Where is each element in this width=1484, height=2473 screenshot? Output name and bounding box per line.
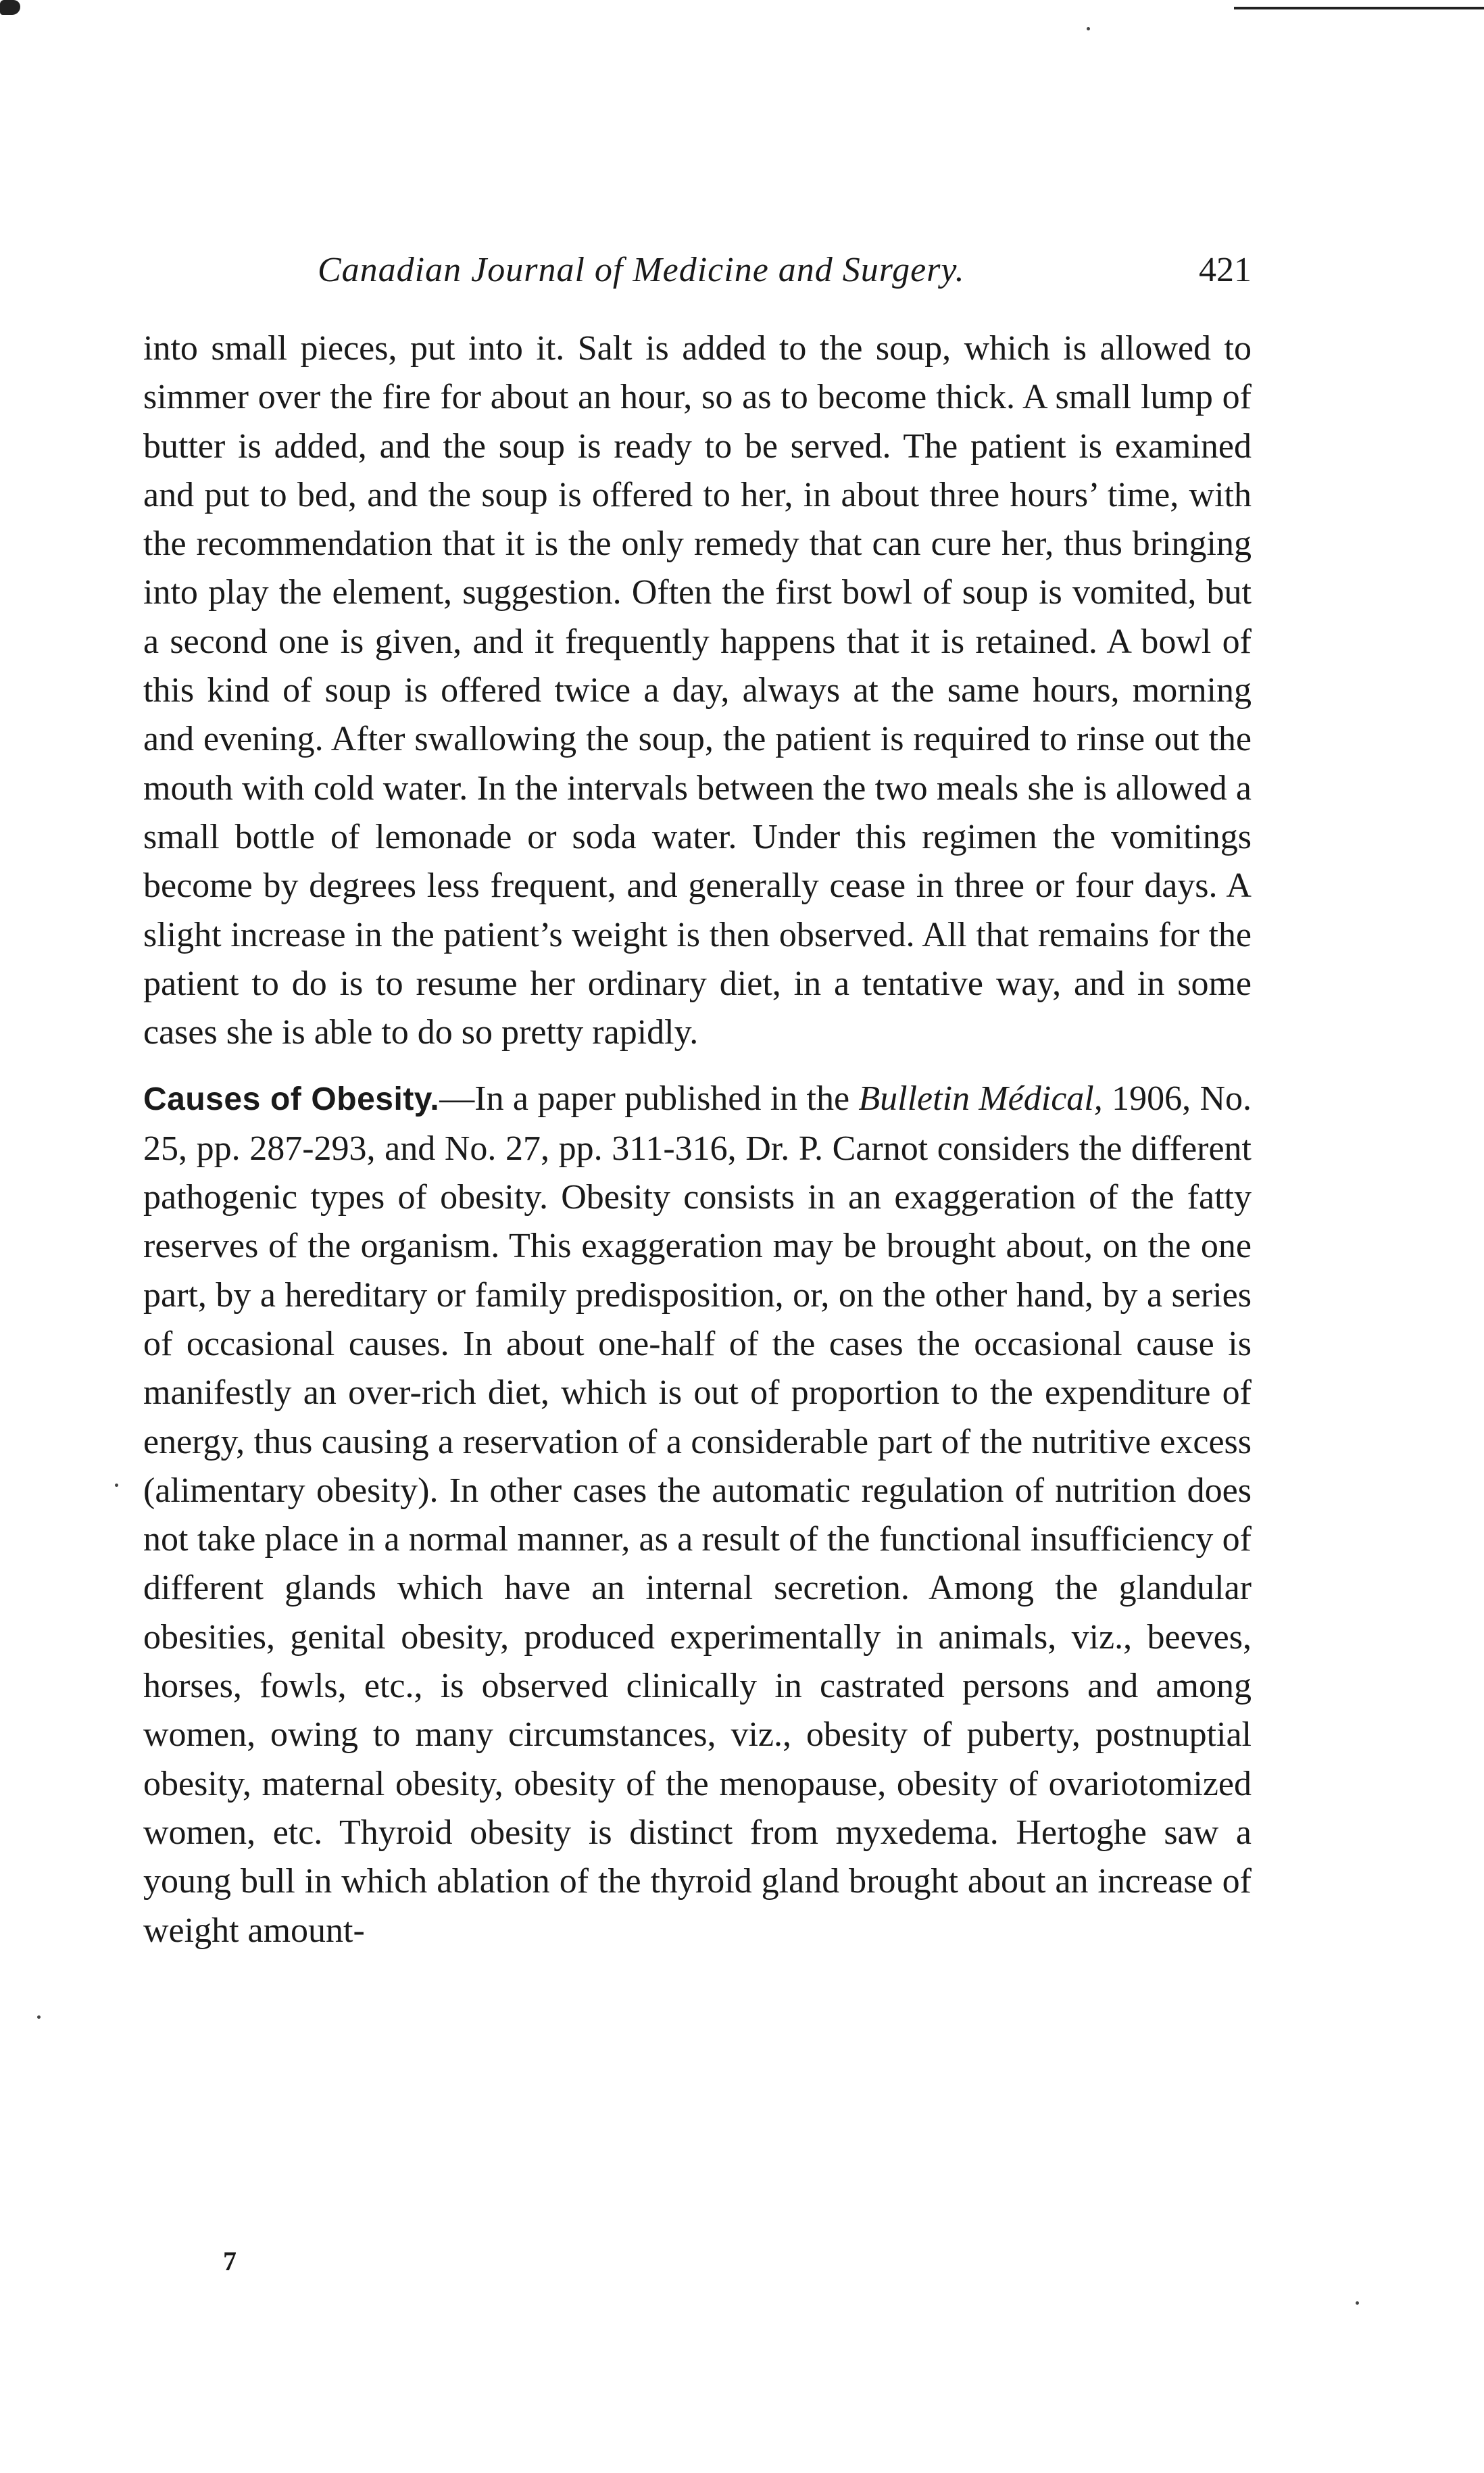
paragraph-body: 1906, No. 25, pp. 287-293, and No. 27, pp. 311-316, Dr. P. Carnot considers the different pathogenic types of obesity. Obesity consists in an exaggeration of the fatty reserves of the organism. This exaggeration may be brought about, on the one part, by a hereditary or family predisposition, or, on the other hand, by a series of occasional causes. In about one-half of the cases the occasional cause is manifestly an over-rich diet, which is out of proportion to the expenditure of energy, thus causing a reservation of a considerable part of the nutritive excess (alimentary obesity). In other cases the automatic regulation of nutrition does not take place in a normal manner, as a result of the functional insufficiency of different glands which have an internal secretion. Among the glandular obesities, genital obesity, produced experimentally in animals, viz., beeves, horses, fowls, etc., is observed clinically in castrated persons and among women, owing to many circumstances, viz., obesity of puberty, postnuptial obesity, maternal obesity, obesity of the menopause, obesity of ovariotomized women, etc. Thyroid obesity is distinct from myxedema. Hertoghe saw a young bull in which ablation of the thyroid gland brought about an increase of weight amount- (143, 1079, 1252, 1950)
paragraph-causes-of-obesity (143, 1075, 1252, 1955)
scan-speck (1087, 27, 1090, 30)
scan-speck (37, 2015, 41, 2019)
running-head (143, 250, 1252, 297)
paragraph-soup-treatment: into small pieces, put into it. Salt is added to the soup, which is allowed to simmer over the fire for about an hour, so as to become thick. A small lump of butter is added, and the soup is ready to be served. The patient is examined and put to bed, and the soup is offered to her, in about three hours’ time, with the recommendation that it is the only remedy that can cure her, thus bringing into play the element, suggestion. Often the first bowl of soup is vomited, but a second one is given, and it frequently happens that it is retained. A bowl of this kind of soup is offered twice a day, always at the same hours, morning and evening. After swallowing the soup, the patient is required to rinse out the mouth with cold water. In the intervals between the two meals she is allowed a small bottle of lemonade or soda water. Under this regimen the vomitings become by degrees less frequent, and generally cease in three or four days. A slight increase in the patient’s weight is then observed. All that remains for the patient to do is to resume her ordinary diet, in a tentative way, and in some cases she is able to do so pretty rapidly. (143, 329, 1252, 1052)
scan-speck (115, 1484, 118, 1487)
paragraph-lead: —In a paper published in the (439, 1079, 859, 1119)
cited-journal: Bulletin Médical, (858, 1079, 1103, 1119)
top-edge-rule (1234, 7, 1484, 9)
body-text (143, 324, 1252, 1955)
ink-blot-mark (0, 0, 20, 15)
scan-speck (1356, 2301, 1359, 2305)
section-heading: Causes of Obesity. (143, 1081, 440, 1118)
signature-mark: 7 (223, 2246, 237, 2276)
journal-title: Canadian Journal of Medicine and Surgery. (318, 251, 965, 289)
page-number: 421 (1199, 251, 1252, 289)
